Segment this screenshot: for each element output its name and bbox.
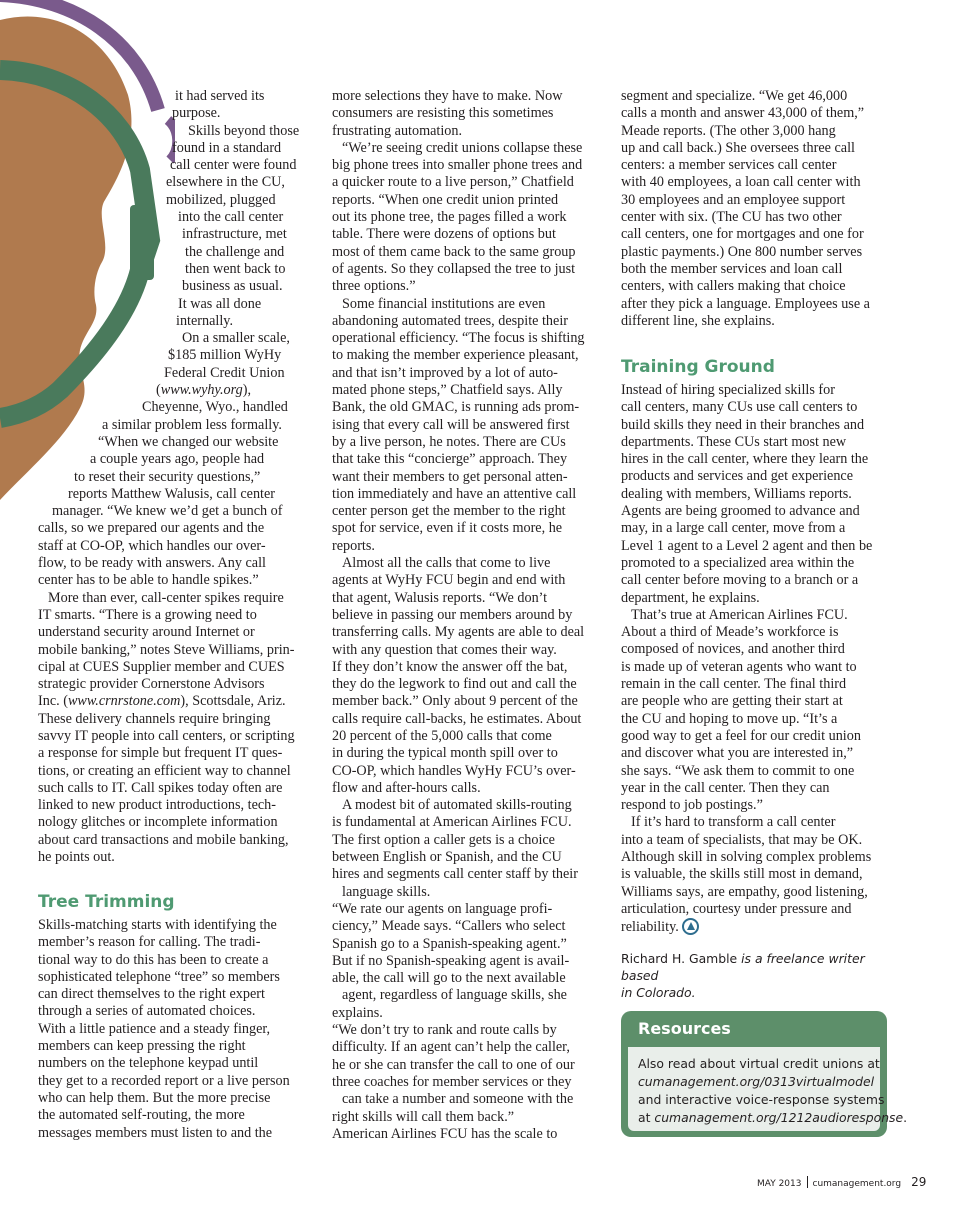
column-2-line: most of them came back to the same group: [332, 243, 576, 260]
column-2-line: they do the legwork to find out and call the: [332, 676, 577, 693]
resources-link-2[interactable]: cumanagement.org/1212audioresponse: [654, 1110, 904, 1125]
column-2-line: right skills will call them back.”: [332, 1108, 515, 1125]
column-1-line: It was all done: [178, 295, 262, 312]
training-ground-line: hires in the call center, where they learn the: [621, 451, 869, 468]
footer-site: cumanagement.org: [812, 1179, 902, 1189]
column-1-line: Federal Credit Union: [164, 364, 285, 381]
column-2-line: explains.: [332, 1004, 383, 1021]
training-ground-lines: [621, 382, 872, 937]
column-2-line: 20 percent of the 5,000 calls that come: [332, 727, 552, 744]
column-2-line: can take a number and someone with the: [342, 1091, 574, 1108]
resources-line-1: Also read about virtual credit unions at: [638, 1056, 880, 1071]
column-1-line: a similar problem less formally.: [102, 416, 282, 433]
column-2-line: and that isn’t improved by a lot of auto-: [332, 364, 558, 381]
column-1-line: manager. “We knew we’d get a bunch of: [52, 503, 283, 520]
column-3-line: centers: a member services call center: [621, 157, 837, 174]
training-ground-heading: Training Ground: [621, 357, 775, 377]
column-2-line: able, the call will go to the next available: [332, 970, 566, 987]
column-2-line: Some financial institutions are even: [342, 295, 546, 312]
column-2-line: “We’re seeing credit unions collapse these: [342, 139, 583, 156]
training-ground-line: department, he explains.: [621, 589, 760, 606]
training-ground-line: Instead of hiring specialized skills for: [621, 382, 835, 398]
column-2-line: mated phone steps,” Chatfield says. Ally: [332, 382, 563, 399]
training-ground-line: reliability.: [621, 918, 872, 936]
training-ground-line: Level 1 agent to a Level 2 agent and then be: [621, 537, 873, 554]
tree-trimming-line: who can help them. But the more precise: [38, 1089, 271, 1106]
column-1-line: Skills beyond those: [188, 122, 300, 139]
training-ground-line: articulation, courtesy under pressure and: [621, 900, 852, 917]
column-2-line: transferring calls. My agents are able to deal: [332, 624, 585, 641]
tree-trimming-line: messages members must listen to and the: [38, 1124, 273, 1141]
column-1-line: mobilized, plugged: [166, 191, 276, 208]
column-1-line: On a smaller scale,: [182, 330, 290, 347]
column-3: [621, 88, 893, 1000]
column-1-line: the challenge and: [185, 243, 285, 260]
column-1-line: staff at CO-OP, which handles our over-: [38, 537, 266, 554]
column-2-line: member back.” Only about 9 percent of the: [332, 693, 578, 710]
column-2-line: big phone trees into smaller phone trees and: [332, 157, 583, 174]
column-2-line: Almost all the calls that come to live: [342, 555, 551, 572]
author-byline: [621, 950, 893, 1001]
column-1-line: business as usual.: [182, 278, 283, 295]
column-2-line: spot for service, even if it costs more, he: [332, 520, 563, 537]
column-2-line: flow and after-hours calls.: [332, 779, 481, 796]
training-ground-line: composed of novices, and another third: [621, 641, 845, 658]
column-1-line: mobile banking,” notes Steve Williams, prin-: [38, 641, 295, 658]
column-2-line: with any question that comes their way.: [332, 641, 557, 658]
column-2-line: Spanish go to a Spanish-speaking agent.”: [332, 935, 567, 952]
column-1-line: it had served its: [175, 88, 265, 104]
byline-rest: is a freelance writer based: [621, 951, 865, 983]
training-ground-line: departments. These CUs start most new: [621, 433, 847, 450]
column-1-line: calls, so we prepared our agents and the: [38, 520, 265, 537]
tree-trimming-line: numbers on the telephone keypad until: [38, 1055, 259, 1072]
column-1-line: Inc. (www.crnrstone.com), Scottsdale, Ariz.: [38, 693, 286, 710]
resources-link-1[interactable]: cumanagement.org/0313virtualmodel: [638, 1074, 875, 1089]
column-1-line: More than ever, call-center spikes require: [48, 589, 284, 606]
training-ground-line: good way to get a feel for our credit union: [621, 727, 861, 744]
training-ground-line: are people who are getting their start at: [621, 693, 843, 710]
training-ground-line: Agents are being groomed to advance and: [621, 503, 860, 520]
training-ground-line: the CU and hoping to move up. “It’s a: [621, 710, 838, 727]
column-2-line: abandoning automated trees, despite their: [332, 312, 568, 329]
column-3-line: with 40 employees, a loan call center with: [621, 174, 861, 191]
column-1-line: cipal at CUES Supplier member and CUES: [38, 658, 285, 675]
tree-trimming-line: With a little patience and a steady finger,: [38, 1020, 271, 1037]
tree-trimming-line: Skills-matching starts with identifying the: [38, 917, 277, 933]
column-2-line: A modest bit of automated skills-routing: [342, 797, 572, 814]
training-ground-line: call centers, many CUs use call centers to: [621, 399, 858, 416]
tree-trimming-line: through a series of automated choices.: [38, 1003, 256, 1020]
column-2-line: ising that every call will be answered first: [332, 416, 570, 433]
column-3-line: Meade reports. (The other 3,000 hang: [621, 122, 836, 139]
column-1: [38, 88, 308, 1141]
column-2-line: operational efficiency. “The focus is shifting: [332, 330, 585, 347]
training-ground-line: build skills they need in their branches and: [621, 416, 865, 433]
training-ground-line: is made up of veteran agents who want to: [621, 658, 857, 675]
tree-trimming-line: member’s reason for calling. The tradi-: [38, 934, 261, 951]
column-1-line: he points out.: [38, 849, 115, 866]
footer-date: MAY 2013: [757, 1179, 802, 1189]
column-3-line: different line, she explains.: [621, 312, 775, 329]
column-2-line: The first option a caller gets is a choice: [332, 831, 555, 848]
column-1-line: nology glitches or incomplete information: [38, 814, 278, 831]
training-ground-line: promoted to a specialized area within the: [621, 554, 855, 571]
column-2-line: reports. “When one credit union printed: [332, 191, 559, 208]
column-2-line: hires and segments call center staff by their: [332, 866, 578, 883]
column-1-line: tions, or creating an efficient way to channel: [38, 762, 291, 779]
column-2-line: between English or Spanish, and the CU: [332, 849, 562, 866]
column-2-line: consumers are resisting this sometimes: [332, 105, 554, 122]
column-1-line: strategic provider Cornerstone Advisors: [38, 676, 265, 693]
column-2-line: difficulty. If an agent can’t help the caller,: [332, 1039, 570, 1056]
column-2-line: CO-OP, which handles WyHy FCU’s over-: [332, 762, 576, 779]
column-3-line: calls a month and answer 43,000 of them,”: [621, 105, 865, 122]
column-3-lines: [621, 88, 893, 330]
column-2-line: that take this “concierge” approach. They: [332, 451, 568, 468]
column-1-line: a couple years ago, people had: [90, 451, 265, 468]
column-3-line: call centers, one for mortgages and one for: [621, 226, 864, 243]
column-2-line: is fundamental at American Airlines FCU.: [332, 814, 572, 831]
column-1-line: into the call center: [178, 209, 284, 226]
resources-title: Resources: [638, 1019, 731, 1038]
training-ground-line: That’s true at American Airlines FCU.: [631, 606, 848, 623]
column-2-line: tion immediately and have an attentive call: [332, 485, 577, 502]
column-2-line: calls require call-backs, he estimates. About: [332, 710, 582, 727]
column-2-line: three options.”: [332, 278, 416, 295]
column-3-line: centers, with callers making that choice: [621, 278, 846, 295]
column-1-line: purpose.: [172, 105, 221, 122]
column-2-line: of agents. So they collapsed the tree to just: [332, 260, 576, 277]
column-2-line: But if no Spanish-speaking agent is avail-: [332, 952, 570, 969]
column-3-line: after they pick a language. Employees use a: [621, 295, 870, 312]
column-1-line: found in a standard: [172, 139, 282, 156]
column-3-line: center with six. (The CU has two other: [621, 209, 842, 226]
column-2-line: out its phone tree, the pages filled a work: [332, 209, 567, 226]
training-ground-line: may, in a large call center, move from a: [621, 520, 846, 537]
tree-trimming-heading: Tree Trimming: [38, 892, 175, 912]
column-1-line: IT smarts. “There is a growing need to: [38, 606, 257, 623]
tree-trimming-line: members can keep pressing the right: [38, 1038, 246, 1055]
tree-trimming-line: sophisticated telephone “tree” so members: [38, 968, 280, 985]
column-1-line: These delivery channels require bringing: [38, 710, 271, 727]
column-2-line: in during the typical month spill over to: [332, 745, 558, 762]
end-mark-icon: [682, 918, 699, 935]
training-ground-line: into a team of specialists, that may be OK.: [621, 831, 863, 848]
column-1-line: Cheyenne, Wyo., handled: [142, 399, 288, 416]
column-1-line: savvy IT people into call centers, or scripting: [38, 727, 295, 744]
training-ground-line: Williams says, are empathy, good listening,: [621, 883, 868, 900]
column-3-line: segment and specialize. “We get 46,000: [621, 88, 848, 104]
training-ground-line: year in the call center. Then they can: [621, 779, 830, 796]
page-footer: [757, 1175, 926, 1189]
resources-box: [621, 1011, 908, 1137]
byline-line2: in Colorado.: [621, 985, 696, 1000]
column-1-line: about card transactions and mobile banking,: [38, 831, 289, 848]
column-2-line: that agent, Walusis reports. “We don’t: [332, 589, 548, 606]
column-2-line: agents at WyHy FCU begin and end with: [332, 572, 566, 589]
resources-line-4-prefix: at: [638, 1110, 655, 1125]
tree-trimming-line: the automated self-routing, the more: [38, 1107, 245, 1124]
column-1-line: (www.wyhy.org),: [156, 382, 251, 399]
resources-line-3: and interactive voice-response systems: [638, 1092, 885, 1107]
column-1-line: call center were found: [170, 157, 297, 174]
column-2-line: If they don’t know the answer off the bat,: [332, 658, 568, 675]
column-2-line: ciency,” Meade says. “Callers who select: [332, 918, 566, 935]
resources-line-4-suffix: .: [903, 1110, 908, 1125]
column-1-line: center has to be able to handle spikes.”: [38, 572, 259, 589]
column-2: [332, 88, 604, 1143]
training-ground-line: About a third of Meade’s workforce is: [621, 624, 839, 641]
column-1-lines: [38, 88, 308, 866]
training-ground-line: Although skill in solving complex problems: [621, 849, 872, 866]
footer-separator: [807, 1176, 808, 1188]
column-1-line: then went back to: [185, 260, 286, 277]
training-ground-line: dealing with members, Williams reports.: [621, 485, 852, 502]
column-2-line: American Airlines FCU has the scale to: [332, 1125, 558, 1142]
column-1-line: a response for simple but frequent IT ques-: [38, 745, 283, 762]
column-2-line: three coaches for member services or they: [332, 1073, 572, 1090]
column-3-line: 30 employees and an employee support: [621, 191, 846, 208]
column-2-line: a quicker route to a live person,” Chatfield: [332, 174, 574, 191]
column-2-line: Bank, the old GMAC, is running ads prom-: [332, 399, 580, 416]
tree-trimming-line: can direct themselves to the right expert: [38, 986, 265, 1003]
training-ground-line: remain in the call center. The final third: [621, 676, 847, 693]
column-1-line: understand security around Internet or: [38, 624, 255, 641]
column-1-line: linked to new product introductions, tech-: [38, 797, 276, 814]
column-3-line: both the member services and loan call: [621, 260, 843, 277]
column-2-line: language skills.: [342, 883, 431, 900]
column-2-line: “We don’t try to rank and route calls by: [332, 1022, 557, 1039]
resources-body: [628, 1047, 908, 1131]
column-1-line: to reset their security questions,”: [74, 468, 261, 485]
training-ground-line: she says. “We ask them to commit to one: [621, 762, 855, 779]
column-2-line: more selections they have to make. Now: [332, 88, 563, 104]
column-2-line: reports.: [332, 537, 375, 554]
column-1-line: “When we changed our website: [98, 433, 279, 450]
column-1-line: $185 million WyHy: [168, 347, 282, 364]
training-ground-line: is valuable, the skills still most in demand,: [621, 866, 863, 883]
training-ground-line: respond to job postings.”: [621, 797, 763, 814]
column-1-line: elsewhere in the CU,: [166, 174, 285, 191]
tree-trimming-lines: [38, 917, 290, 1142]
column-2-line: to making the member experience pleasant,: [332, 347, 579, 364]
column-3-line: plastic payments.) One 800 number serves: [621, 243, 863, 260]
byline-name: Richard H. Gamble: [621, 951, 738, 966]
training-ground-line: call center before moving to a branch or a: [621, 572, 859, 589]
column-2-line: believe in passing our members around by: [332, 606, 573, 623]
column-1-line: reports Matthew Walusis, call center: [68, 485, 276, 502]
tree-trimming-line: they get to a recorded report or a live person: [38, 1072, 290, 1089]
training-ground-line: products and services and get experience: [621, 468, 854, 485]
tree-trimming-line: tional way to do this has been to create a: [38, 951, 269, 968]
column-2-line: he or she can transfer the call to one of our: [332, 1056, 575, 1073]
column-1-line: internally.: [176, 312, 233, 329]
column-2-line: table. There were dozens of options but: [332, 226, 556, 243]
column-1-line: flow, to be ready with answers. Any call: [38, 555, 266, 572]
column-1-line: such calls to IT. Call spikes today often are: [38, 779, 283, 796]
column-1-line: infrastructure, met: [182, 226, 287, 243]
column-2-lines: [332, 88, 604, 1143]
training-ground-line: If it’s hard to transform a call center: [631, 814, 836, 831]
column-2-line: center person get the member to the right: [332, 503, 566, 520]
column-2-line: by a live person, he notes. There are CUs: [332, 433, 566, 450]
column-2-line: want their members to get personal atten-: [332, 468, 568, 485]
column-2-line: “We rate our agents on language profi-: [332, 900, 553, 917]
page-number: 29: [911, 1175, 927, 1189]
column-2-line: agent, regardless of language skills, she: [342, 987, 567, 1004]
column-2-line: frustrating automation.: [332, 122, 463, 139]
column-3-line: up and call back.) She oversees three call: [621, 139, 855, 156]
training-ground-line: and discover what you are interested in,”: [621, 745, 854, 762]
